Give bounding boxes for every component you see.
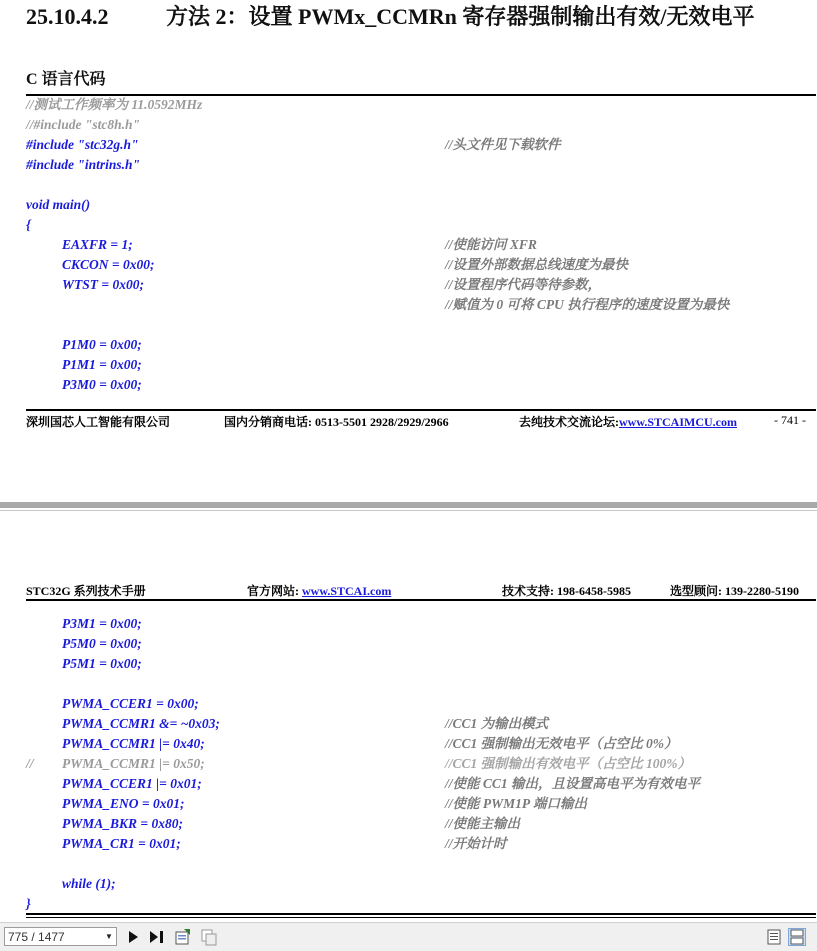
- code-comment: //开始计时: [445, 836, 507, 851]
- footer-phone: 国内分销商电话: 0513-5501 2928/2929/2966: [224, 415, 449, 429]
- code-line: CKCON = 0x00;: [62, 257, 155, 272]
- chevron-down-icon[interactable]: ▼: [105, 932, 113, 941]
- code-line: P3M0 = 0x00;: [62, 377, 142, 392]
- code-line: void main(): [26, 197, 91, 212]
- code-line: //#include "stc8h.h": [26, 117, 141, 132]
- page-selector[interactable]: [4, 927, 117, 946]
- code-comment: //CC1 为输出模式: [445, 716, 549, 731]
- code-line: PWMA_CR1 = 0x01;: [62, 836, 181, 851]
- code-comment: //赋值为 0 可将 CPU 执行程序的速度设置为最快: [445, 297, 730, 312]
- code-comment: //CC1 强制输出无效电平（占空比 0%）: [445, 736, 678, 751]
- single-page-icon[interactable]: [765, 928, 783, 946]
- header-site-link[interactable]: www.STCAI.com: [302, 584, 392, 598]
- header-divider: [26, 599, 816, 601]
- header-site: [247, 582, 391, 599]
- code-line: PWMA_ENO = 0x01;: [62, 796, 185, 811]
- code-line: P5M1 = 0x00;: [62, 656, 142, 671]
- code-line: PWMA_CCMR1 |= 0x50;: [62, 756, 205, 771]
- footer-forum: [519, 413, 737, 430]
- code-comment: //使能访问 XFR: [445, 237, 537, 252]
- code-comment: //CC1 强制输出有效电平（占空比 100%）: [445, 756, 692, 771]
- footer-forum-label: 去纯技术交流论坛:: [519, 415, 619, 429]
- code-comment: //设置程序代码等待参数，: [445, 277, 602, 292]
- header-site-label: 官方网站:: [247, 584, 302, 598]
- section-heading: [26, 0, 816, 32]
- code-line: PWMA_CCER1 = 0x00;: [62, 696, 199, 711]
- code-line: P1M1 = 0x00;: [62, 357, 142, 372]
- code-line: WTST = 0x00;: [62, 277, 144, 292]
- footer-company: 深圳国芯人工智能有限公司: [26, 415, 171, 429]
- footer-page-number: - 741 -: [774, 413, 806, 427]
- copy-page-icon[interactable]: [200, 928, 218, 946]
- comment-prefix: //: [26, 756, 34, 771]
- footer-divider: [26, 409, 816, 411]
- export-icon[interactable]: [174, 928, 192, 946]
- code-comment: //使能 CC1 输出，且设置高电平为有效电平: [445, 776, 701, 791]
- code-line: PWMA_CCMR1 |= 0x40;: [62, 736, 205, 751]
- bottom-divider-thin: [26, 917, 816, 918]
- page-separator: [0, 502, 817, 508]
- code-line: PWMA_CCER1 |= 0x01;: [62, 776, 202, 791]
- code-line: PWMA_CCMR1 &= ~0x03;: [62, 716, 220, 731]
- code-comment: //设置外部数据总线速度为最快: [445, 257, 629, 272]
- code-line: P1M0 = 0x00;: [62, 337, 142, 352]
- code-line: }: [26, 896, 31, 911]
- code-line: //测试工作频率为 11.0592MHz: [26, 97, 203, 112]
- header-support: 技术支持: 198-6458-5985: [502, 584, 631, 598]
- code-comment: //使能主输出: [445, 816, 521, 831]
- code-comment: //头文件见下载软件: [445, 137, 561, 152]
- code-line: PWMA_BKR = 0x80;: [62, 816, 183, 831]
- code-line: while (1);: [62, 876, 116, 891]
- header-consult: 选型顾问: 139-2280-5190: [670, 584, 799, 598]
- viewer-toolbar: [0, 922, 817, 951]
- header-manual: STC32G 系列技术手册: [26, 584, 146, 598]
- page-number-input[interactable]: [8, 929, 98, 944]
- code-line: EAXFR = 1;: [62, 237, 133, 252]
- code-heading: C 语言代码: [26, 71, 106, 88]
- code-line: #include "stc32g.h": [26, 137, 139, 152]
- code-line: P5M0 = 0x00;: [62, 636, 142, 651]
- play-last-icon[interactable]: [148, 928, 166, 946]
- code-comment: //使能 PWM1P 端口输出: [445, 796, 588, 811]
- bottom-divider: [26, 913, 816, 915]
- page-gap: [0, 442, 817, 602]
- code-line: #include "intrins.h": [26, 157, 141, 172]
- section-title: 方法 2：设置 PWMx_CCMRn 寄存器强制输出有效/无效电平: [166, 4, 755, 29]
- code-line: P3M1 = 0x00;: [62, 616, 142, 631]
- play-next-icon[interactable]: [124, 928, 142, 946]
- footer-forum-link[interactable]: www.STCAIMCU.com: [619, 415, 737, 429]
- continuous-page-icon[interactable]: [788, 928, 806, 946]
- section-number: 25.10.4.2: [26, 4, 109, 29]
- page-separator-line: [0, 510, 817, 511]
- code-line: {: [26, 217, 31, 232]
